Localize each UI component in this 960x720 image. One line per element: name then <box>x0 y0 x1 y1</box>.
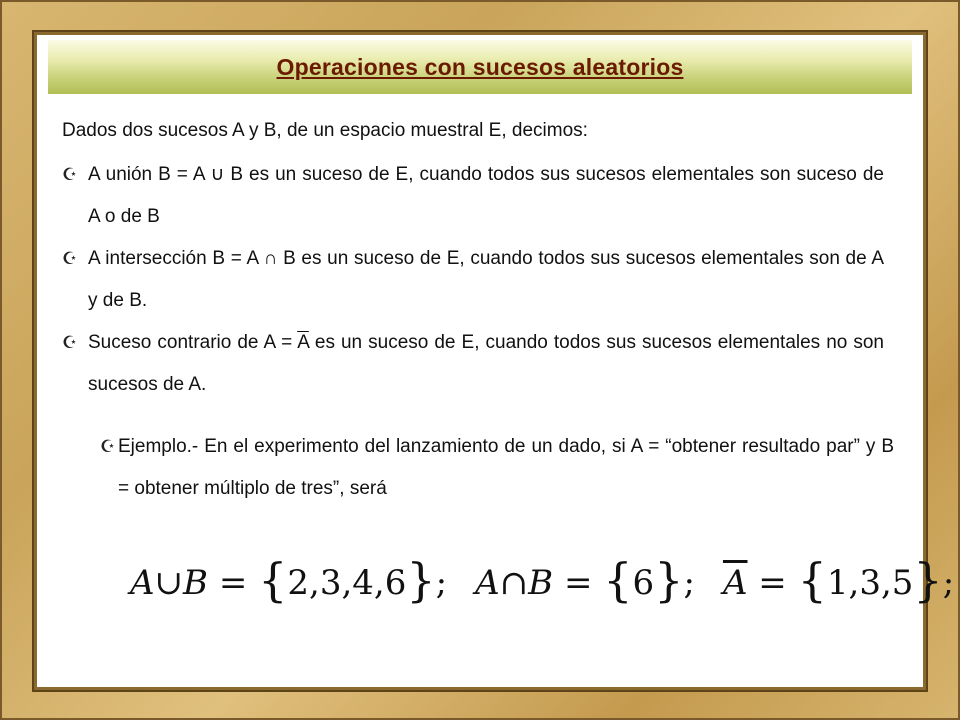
formula-inter-set: 6 <box>632 563 655 603</box>
bullet-icon: ☪ <box>62 333 78 353</box>
formula-complement: $\overline{A} = \{1,3,5\}$; <box>722 553 955 607</box>
list-item-union <box>62 154 884 238</box>
formula-inter-lhs: A∩B = <box>475 563 593 603</box>
slide-title: Operaciones con sucesos aleatorios <box>276 53 684 80</box>
formula-intersection: A∩B = {6}; <box>475 553 695 607</box>
item-text: A unión B = A ∪ B es un suceso de E, cuando todos sus sucesos elementales son suceso de A o de B <box>88 164 884 227</box>
complement-symbol: $\overline{A}$ <box>297 332 309 353</box>
formula-comp-var: $\overline{A}$ <box>722 563 748 603</box>
bullet-icon: ☪ <box>62 165 78 185</box>
item-text-after: es un suceso de E, cuando todos sus sucesos elementales no son sucesos de A. <box>88 332 884 395</box>
formula-union-set: 2,3,4,6 <box>287 563 407 603</box>
item-text: A intersección B = A ∩ B es un suceso de E, cuando todos sus sucesos elementales son de A y de B. <box>88 248 884 311</box>
item-text <box>88 322 884 406</box>
example-text: Ejemplo.- En el experimento del lanzamiento de un dado, si A = “obtener resultado par” y B = obtener múltiplo de tres”, será <box>118 436 894 499</box>
item-text-before: Suceso contrario de A = <box>88 332 298 353</box>
list-item-complement <box>62 322 884 406</box>
list-item-intersection <box>62 238 884 322</box>
intro-text: Dados dos sucesos A y B, de un espacio muestral E, decimos: <box>62 120 588 141</box>
slide-content <box>62 110 894 510</box>
formula-row <box>130 548 955 608</box>
formula-union-lhs: A∪B = <box>130 563 248 603</box>
formula-union: A∪B = {2,3,4,6}; <box>130 553 448 607</box>
formula-comp-set: 1,3,5 <box>826 563 914 603</box>
bullet-icon: ☪ <box>100 437 116 457</box>
bullet-icon: ☪ <box>62 249 78 269</box>
title-bar <box>48 40 912 94</box>
example-item <box>100 426 894 510</box>
